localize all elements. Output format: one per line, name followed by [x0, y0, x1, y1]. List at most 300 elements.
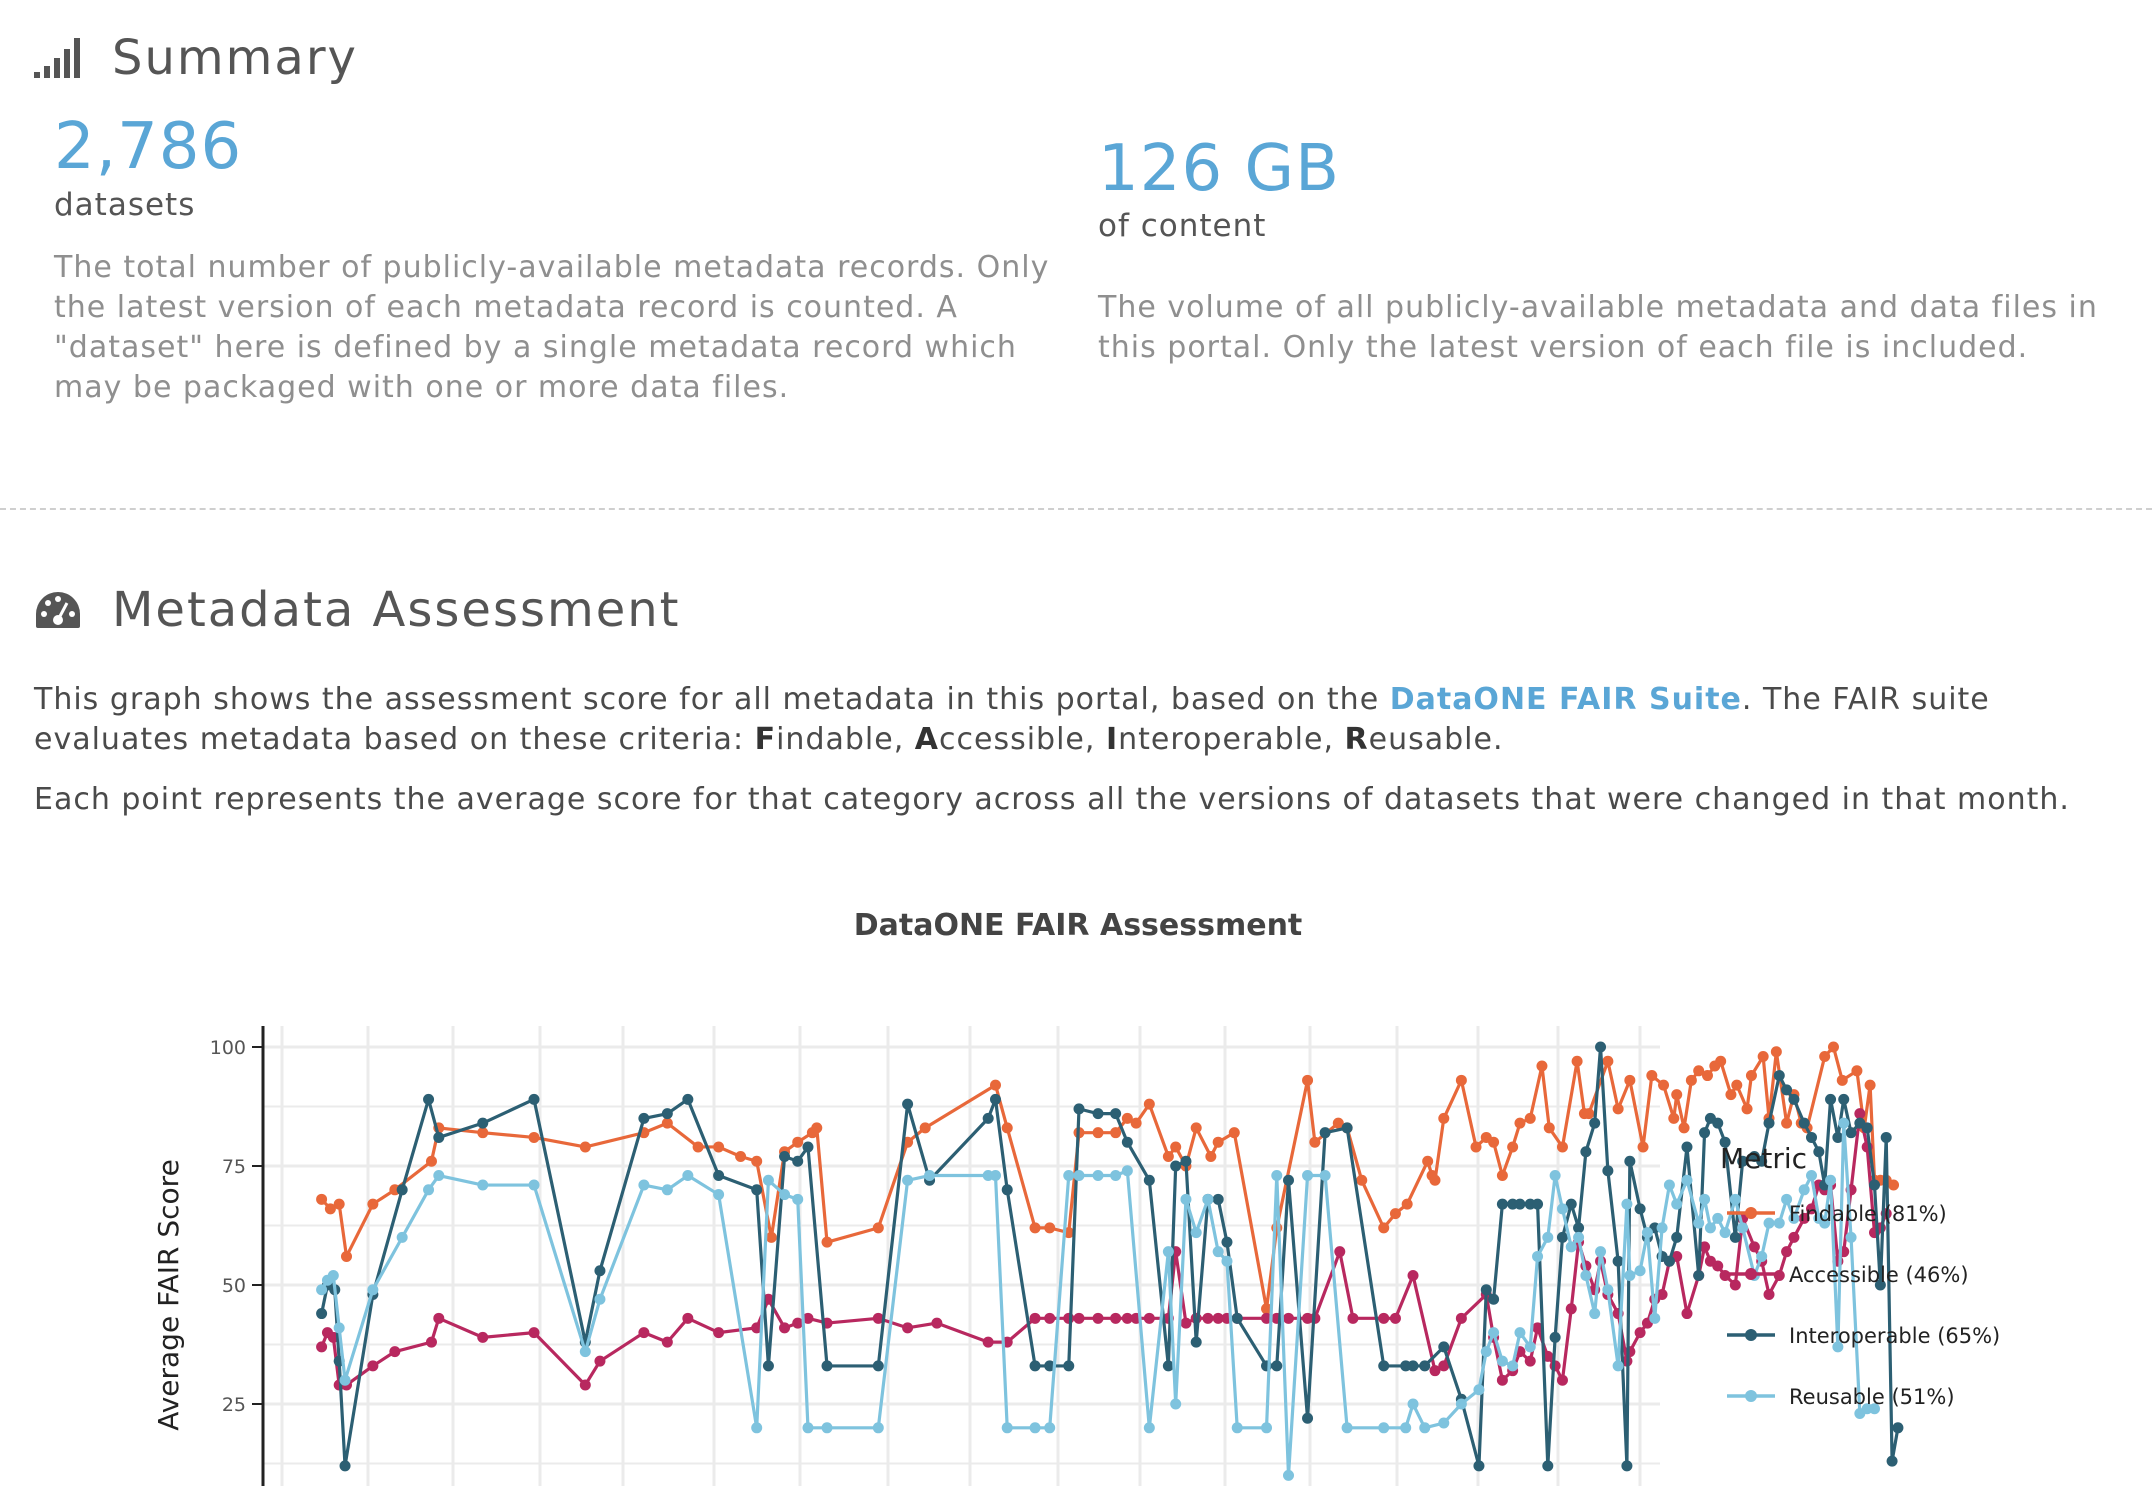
- data-point: [662, 1337, 673, 1348]
- y-tick-label: 50: [221, 1275, 246, 1297]
- data-point: [1730, 1194, 1741, 1205]
- data-point: [1144, 1422, 1155, 1433]
- data-point: [1481, 1284, 1492, 1295]
- data-point: [1892, 1422, 1903, 1433]
- data-point: [397, 1184, 408, 1195]
- data-point: [1566, 1241, 1577, 1252]
- data-point: [693, 1141, 704, 1152]
- data-point: [580, 1379, 591, 1390]
- data-point: [1532, 1199, 1543, 1210]
- data-point: [983, 1113, 994, 1124]
- data-point: [389, 1346, 400, 1357]
- data-point: [1170, 1141, 1181, 1152]
- data-point: [1699, 1194, 1710, 1205]
- assessment-heading: [34, 582, 680, 638]
- legend-label: Reusable (51%): [1789, 1385, 1955, 1409]
- data-point: [1419, 1360, 1430, 1371]
- data-point: [662, 1118, 673, 1129]
- data-point: [1825, 1094, 1836, 1105]
- data-point: [1602, 1165, 1613, 1176]
- data-point: [1320, 1170, 1331, 1181]
- data-point: [1378, 1360, 1389, 1371]
- data-point: [1869, 1180, 1880, 1191]
- data-point: [1471, 1141, 1482, 1152]
- data-point: [1712, 1260, 1723, 1271]
- data-point: [822, 1360, 833, 1371]
- data-point: [1525, 1341, 1536, 1352]
- data-point: [1749, 1241, 1760, 1252]
- data-point: [713, 1170, 724, 1181]
- data-point: [1681, 1308, 1692, 1319]
- data-point: [1746, 1070, 1757, 1081]
- data-point: [477, 1332, 488, 1343]
- data-point: [1044, 1422, 1055, 1433]
- data-point: [1271, 1360, 1282, 1371]
- data-point: [477, 1118, 488, 1129]
- data-point: [792, 1194, 803, 1205]
- data-point: [682, 1094, 693, 1105]
- data-point: [1378, 1422, 1389, 1433]
- data-point: [1481, 1346, 1492, 1357]
- data-point: [1658, 1080, 1669, 1091]
- fair-suite-link[interactable]: DataONE FAIR Suite: [1389, 682, 1742, 717]
- data-point: [990, 1080, 1001, 1091]
- data-point: [1514, 1327, 1525, 1338]
- data-point: [1205, 1151, 1216, 1162]
- data-point: [1613, 1103, 1624, 1114]
- data-point: [1557, 1375, 1568, 1386]
- data-point: [1635, 1203, 1646, 1214]
- data-point: [1438, 1418, 1449, 1429]
- data-point: [1583, 1108, 1594, 1119]
- chart-legend: [1720, 1142, 2000, 1409]
- data-point: [328, 1270, 339, 1281]
- data-point: [1602, 1284, 1613, 1295]
- summary-title: Summary: [112, 30, 358, 86]
- data-point: [1202, 1313, 1213, 1324]
- data-point: [1302, 1075, 1313, 1086]
- data-point: [1514, 1199, 1525, 1210]
- data-point: [1229, 1127, 1240, 1138]
- data-point: [1764, 1218, 1775, 1229]
- data-point: [902, 1322, 913, 1333]
- data-point: [1731, 1080, 1742, 1091]
- data-point: [1557, 1203, 1568, 1214]
- legend-label: Interoperable (65%): [1789, 1324, 2001, 1348]
- data-point: [1497, 1356, 1508, 1367]
- data-point: [1668, 1113, 1679, 1124]
- data-point: [1030, 1360, 1041, 1371]
- data-point: [341, 1251, 352, 1262]
- data-point: [1573, 1222, 1584, 1233]
- content-label: of content: [1098, 208, 1267, 244]
- data-point: [1693, 1218, 1704, 1229]
- data-point: [1679, 1122, 1690, 1133]
- data-point: [316, 1284, 327, 1295]
- data-point: [1828, 1042, 1839, 1053]
- data-point: [1402, 1199, 1413, 1210]
- data-point: [1002, 1422, 1013, 1433]
- data-point: [1602, 1056, 1613, 1067]
- data-point: [1400, 1422, 1411, 1433]
- data-point: [713, 1189, 724, 1200]
- data-point: [1635, 1265, 1646, 1276]
- data-point: [638, 1180, 649, 1191]
- data-point: [1664, 1256, 1675, 1267]
- data-point: [594, 1356, 605, 1367]
- data-point: [1862, 1122, 1873, 1133]
- data-point: [1093, 1127, 1104, 1138]
- data-point: [1854, 1108, 1865, 1119]
- data-point: [1550, 1170, 1561, 1181]
- data-point: [1589, 1118, 1600, 1129]
- content-description: The volume of all publicly-available metadata and data files in this portal. Only the latest version of each file is included.: [1098, 290, 2098, 365]
- data-point: [1557, 1232, 1568, 1243]
- data-point: [1093, 1108, 1104, 1119]
- data-point: [1699, 1127, 1710, 1138]
- section-divider: [0, 508, 2152, 510]
- data-point: [1074, 1313, 1085, 1324]
- data-point: [580, 1346, 591, 1357]
- legend-label: Findable (81%): [1789, 1202, 1947, 1226]
- data-point: [1180, 1156, 1191, 1167]
- data-point: [1642, 1227, 1653, 1238]
- data-point: [1122, 1137, 1133, 1148]
- data-point: [1213, 1137, 1224, 1148]
- data-point: [1342, 1422, 1353, 1433]
- data-point: [1202, 1194, 1213, 1205]
- data-point: [1430, 1175, 1441, 1186]
- data-point: [873, 1360, 884, 1371]
- data-point: [1624, 1156, 1635, 1167]
- data-point: [1170, 1161, 1181, 1172]
- data-point: [1390, 1208, 1401, 1219]
- data-point: [1589, 1308, 1600, 1319]
- data-point: [1191, 1227, 1202, 1238]
- data-point: [367, 1284, 378, 1295]
- data-point: [1232, 1313, 1243, 1324]
- datasets-count: 2,786: [54, 110, 243, 184]
- data-point: [1408, 1270, 1419, 1281]
- y-tick-label: 25: [221, 1394, 246, 1416]
- data-point: [1473, 1384, 1484, 1395]
- data-point: [1536, 1061, 1547, 1072]
- data-point: [1774, 1218, 1785, 1229]
- data-point: [1497, 1199, 1508, 1210]
- data-point: [316, 1341, 327, 1352]
- data-point: [1572, 1056, 1583, 1067]
- data-point: [1693, 1270, 1704, 1281]
- data-point: [802, 1141, 813, 1152]
- data-point: [1378, 1313, 1389, 1324]
- data-point: [477, 1180, 488, 1191]
- data-point: [1730, 1232, 1741, 1243]
- data-point: [1715, 1056, 1726, 1067]
- data-point: [423, 1094, 434, 1105]
- data-point: [433, 1313, 444, 1324]
- data-point: [1191, 1122, 1202, 1133]
- data-point: [1093, 1313, 1104, 1324]
- data-point: [1347, 1313, 1358, 1324]
- data-point: [1438, 1113, 1449, 1124]
- data-point: [1725, 1089, 1736, 1100]
- series-findable: [316, 1042, 1899, 1315]
- data-point: [1657, 1222, 1668, 1233]
- data-point: [1756, 1251, 1767, 1262]
- data-point: [682, 1170, 693, 1181]
- data-point: [1635, 1327, 1646, 1338]
- data-point: [426, 1337, 437, 1348]
- data-point: [477, 1127, 488, 1138]
- data-point: [682, 1313, 693, 1324]
- data-point: [902, 1175, 913, 1186]
- data-point: [751, 1184, 762, 1195]
- data-point: [1473, 1460, 1484, 1471]
- data-point: [1595, 1042, 1606, 1053]
- data-point: [1221, 1237, 1232, 1248]
- data-point: [990, 1170, 1001, 1181]
- data-point: [1865, 1080, 1876, 1091]
- content-size: 126 GB: [1098, 132, 1340, 206]
- data-point: [334, 1199, 345, 1210]
- data-point: [1356, 1175, 1367, 1186]
- data-point: [1730, 1280, 1741, 1291]
- data-point: [873, 1222, 884, 1233]
- data-point: [1887, 1456, 1898, 1467]
- data-point: [1488, 1137, 1499, 1148]
- data-point: [397, 1232, 408, 1243]
- data-point: [1774, 1270, 1785, 1281]
- legend-label: Accessible (46%): [1789, 1263, 1969, 1287]
- data-point: [1232, 1422, 1243, 1433]
- data-point: [1063, 1313, 1074, 1324]
- data-point: [1788, 1094, 1799, 1105]
- data-point: [751, 1422, 762, 1433]
- data-point: [1507, 1360, 1518, 1371]
- data-point: [1799, 1118, 1810, 1129]
- data-point: [983, 1337, 994, 1348]
- data-point: [779, 1189, 790, 1200]
- data-point: [1837, 1075, 1848, 1086]
- legend-title: Metric: [1720, 1142, 1808, 1175]
- data-point: [1781, 1084, 1792, 1095]
- data-point: [920, 1122, 931, 1133]
- data-point: [1163, 1246, 1174, 1257]
- data-point: [1002, 1184, 1013, 1195]
- data-point: [1002, 1122, 1013, 1133]
- data-point: [1888, 1180, 1899, 1191]
- data-point: [1557, 1141, 1568, 1152]
- data-point: [662, 1184, 673, 1195]
- data-point: [1093, 1170, 1104, 1181]
- data-point: [594, 1294, 605, 1305]
- data-point: [1497, 1375, 1508, 1386]
- data-point: [1705, 1222, 1716, 1233]
- data-point: [1419, 1422, 1430, 1433]
- data-point: [1334, 1246, 1345, 1257]
- data-point: [1712, 1118, 1723, 1129]
- data-point: [1456, 1313, 1467, 1324]
- chart-title: DataONE FAIR Assessment: [853, 908, 1303, 943]
- data-point: [822, 1237, 833, 1248]
- data-point: [1180, 1194, 1191, 1205]
- data-point: [1781, 1246, 1792, 1257]
- data-point: [1422, 1156, 1433, 1167]
- data-point: [529, 1094, 540, 1105]
- data-point: [1144, 1099, 1155, 1110]
- data-point: [433, 1132, 444, 1143]
- data-point: [367, 1360, 378, 1371]
- legend-swatch-point: [1745, 1207, 1757, 1219]
- data-point: [594, 1265, 605, 1276]
- data-point: [1063, 1360, 1074, 1371]
- data-point: [763, 1175, 774, 1186]
- data-point: [1131, 1118, 1142, 1129]
- data-point: [1774, 1070, 1785, 1081]
- data-point: [1781, 1118, 1792, 1129]
- data-point: [1758, 1051, 1769, 1062]
- datasets-description: The total number of publicly-available metadata records. Only the latest version of each metadata record is counted. A "dataset" here is defined by a single metadata record which may be packaged with one or more data files.: [54, 250, 1050, 405]
- data-point: [1646, 1070, 1657, 1081]
- data-point: [433, 1170, 444, 1181]
- data-point: [792, 1137, 803, 1148]
- y-tick-label: 100: [209, 1037, 246, 1059]
- data-point: [1624, 1270, 1635, 1281]
- data-point: [1144, 1313, 1155, 1324]
- y-axis-label: Average FAIR Score: [152, 1159, 185, 1431]
- data-point: [426, 1156, 437, 1167]
- data-point: [1819, 1051, 1830, 1062]
- data-point: [1163, 1151, 1174, 1162]
- data-point: [1456, 1075, 1467, 1086]
- data-point: [334, 1322, 345, 1333]
- fair-assessment-chart: [0, 880, 2152, 1486]
- data-point: [580, 1141, 591, 1152]
- data-point: [1613, 1256, 1624, 1267]
- data-point: [638, 1327, 649, 1338]
- data-point: [1771, 1046, 1782, 1057]
- data-point: [340, 1460, 351, 1471]
- data-point: [423, 1184, 434, 1195]
- data-point: [1671, 1232, 1682, 1243]
- data-point: [735, 1151, 746, 1162]
- data-point: [1320, 1127, 1331, 1138]
- assessment-title: Metadata Assessment: [112, 582, 681, 638]
- data-point: [1788, 1232, 1799, 1243]
- data-point: [1846, 1127, 1857, 1138]
- data-point: [316, 1308, 327, 1319]
- data-point: [1550, 1332, 1561, 1343]
- data-point: [1532, 1251, 1543, 1262]
- data-point: [529, 1132, 540, 1143]
- data-point: [1213, 1246, 1224, 1257]
- assessment-intro: This graph shows the assessment score for all metadata in this portal, based on the DataONE FAIR Suite. The FAIR suite evaluates metadata based on these criteria: Findable, Accessible, Interoperable, Reusable.: [34, 682, 1990, 757]
- data-point: [1122, 1165, 1133, 1176]
- data-point: [1261, 1422, 1272, 1433]
- data-point: [1702, 1070, 1713, 1081]
- data-point: [802, 1422, 813, 1433]
- data-point: [1110, 1108, 1121, 1119]
- data-point: [1283, 1470, 1294, 1481]
- data-point: [1595, 1246, 1606, 1257]
- data-point: [1671, 1089, 1682, 1100]
- data-point: [1170, 1399, 1181, 1410]
- bar-chart-icon: [34, 38, 82, 78]
- data-point: [1624, 1346, 1635, 1357]
- data-point: [1302, 1170, 1313, 1181]
- dashboard-gauge-icon: [34, 590, 82, 630]
- data-point: [1110, 1170, 1121, 1181]
- data-point: [529, 1180, 540, 1191]
- data-point: [316, 1194, 327, 1205]
- legend-swatch-point: [1745, 1390, 1757, 1402]
- data-point: [1573, 1232, 1584, 1243]
- data-point: [763, 1360, 774, 1371]
- data-point: [1664, 1180, 1675, 1191]
- data-point: [1838, 1118, 1849, 1129]
- data-point: [1813, 1146, 1824, 1157]
- data-point: [713, 1327, 724, 1338]
- data-point: [1799, 1184, 1810, 1195]
- data-point: [924, 1170, 935, 1181]
- data-point: [1764, 1118, 1775, 1129]
- data-point: [779, 1322, 790, 1333]
- data-point: [1566, 1303, 1577, 1314]
- data-point: [1542, 1232, 1553, 1243]
- data-point: [1221, 1256, 1232, 1267]
- data-point: [1488, 1327, 1499, 1338]
- data-point: [1030, 1313, 1041, 1324]
- data-point: [1825, 1175, 1836, 1186]
- data-point: [1806, 1170, 1817, 1181]
- data-point: [1408, 1399, 1419, 1410]
- data-point: [1681, 1175, 1692, 1186]
- data-point: [1621, 1199, 1632, 1210]
- data-point: [1742, 1103, 1753, 1114]
- data-point: [1074, 1103, 1085, 1114]
- data-point: [1408, 1360, 1419, 1371]
- data-point: [1044, 1313, 1055, 1324]
- data-point: [1525, 1113, 1536, 1124]
- data-point: [1525, 1356, 1536, 1367]
- data-point: [340, 1375, 351, 1386]
- datasets-label: datasets: [54, 187, 196, 223]
- data-point: [1764, 1289, 1775, 1300]
- data-point: [990, 1094, 1001, 1105]
- data-point: [529, 1327, 540, 1338]
- data-point: [1180, 1318, 1191, 1329]
- legend-swatch-point: [1745, 1329, 1757, 1341]
- data-point: [1438, 1341, 1449, 1352]
- data-point: [1063, 1170, 1074, 1181]
- data-point: [1580, 1270, 1591, 1281]
- data-point: [1044, 1222, 1055, 1233]
- data-point: [1686, 1075, 1697, 1086]
- data-point: [1638, 1141, 1649, 1152]
- data-point: [1851, 1065, 1862, 1076]
- data-point: [1378, 1222, 1389, 1233]
- data-point: [1712, 1213, 1723, 1224]
- legend-swatch-point: [1745, 1268, 1757, 1280]
- data-point: [1110, 1313, 1121, 1324]
- data-point: [1488, 1294, 1499, 1305]
- data-point: [367, 1199, 378, 1210]
- data-point: [1030, 1422, 1041, 1433]
- data-point: [1514, 1118, 1525, 1129]
- data-point: [1283, 1175, 1294, 1186]
- data-point: [1671, 1199, 1682, 1210]
- data-point: [1213, 1194, 1224, 1205]
